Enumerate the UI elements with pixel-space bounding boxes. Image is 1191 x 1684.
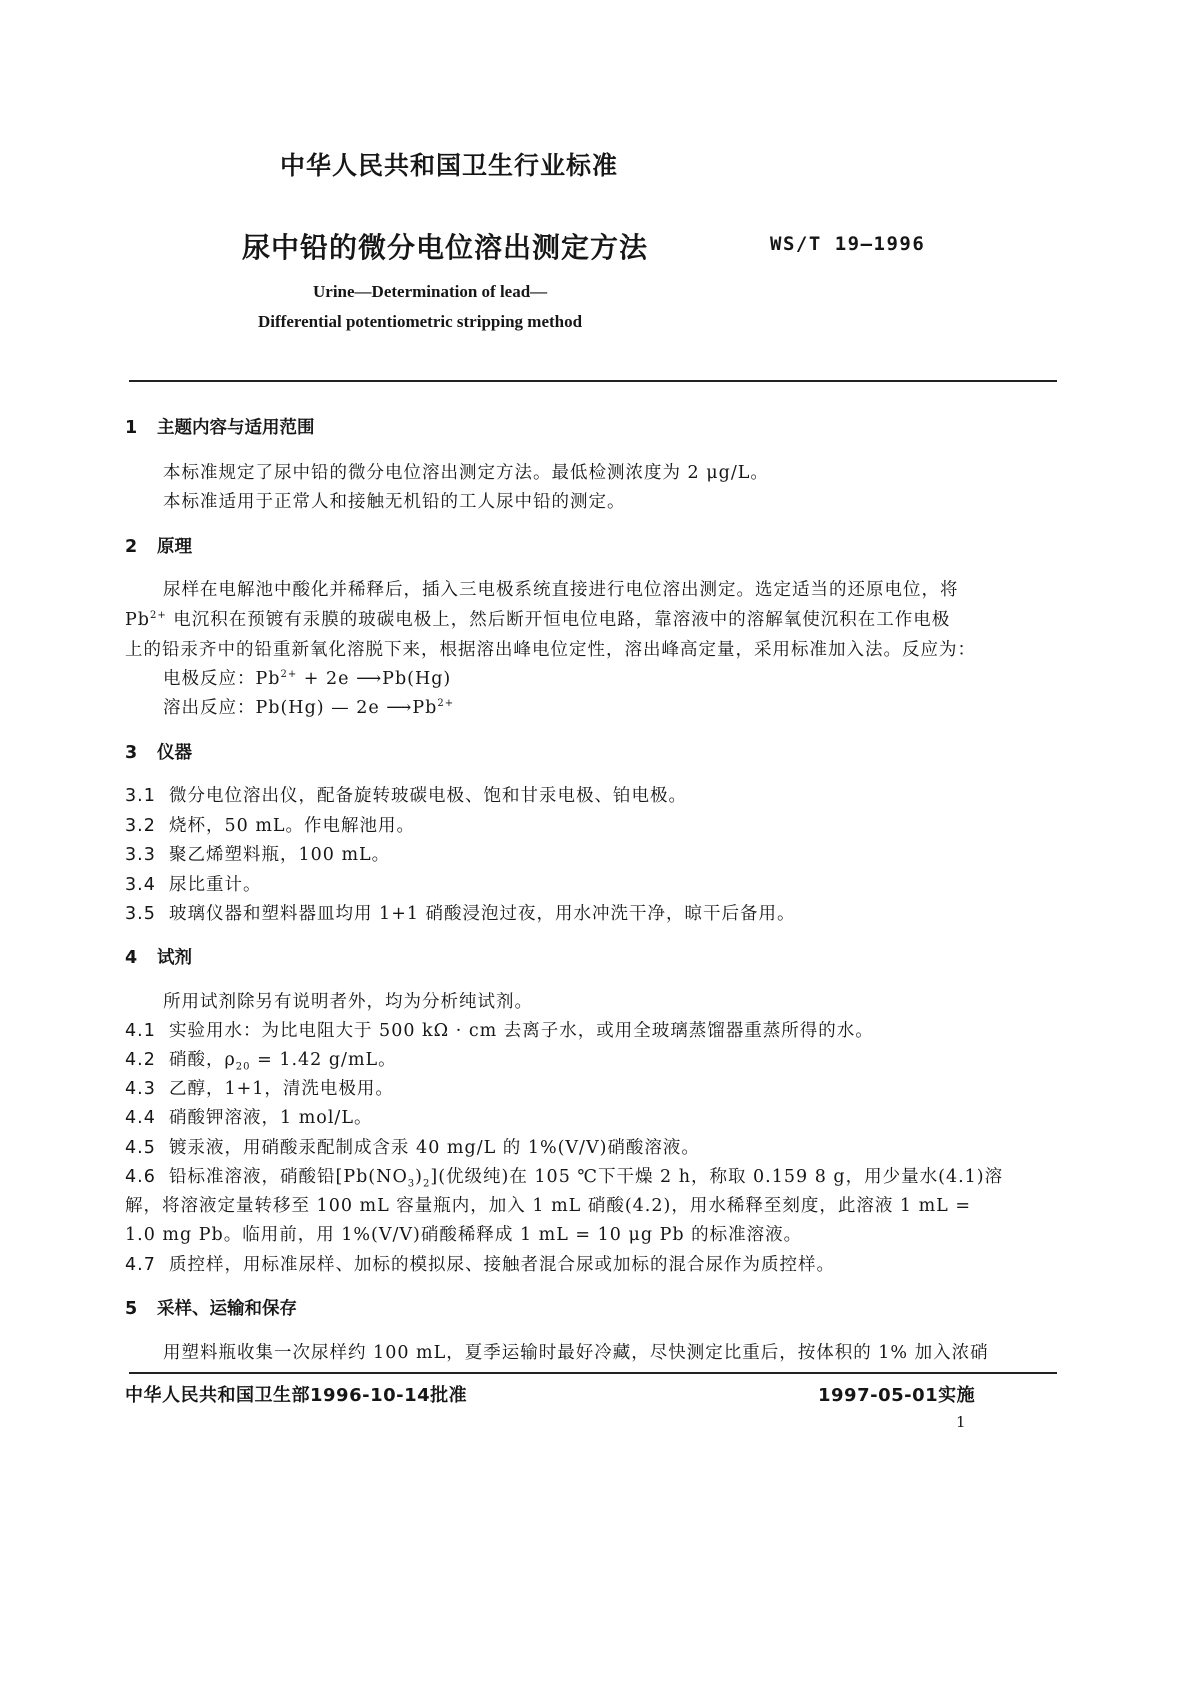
item-3-1: 3.1 微分电位溶出仪，配备旋转玻碳电极、饱和甘汞电极、铂电极。 (125, 786, 687, 806)
section-5-heading: 5 采样、运输和保存 (125, 1299, 297, 1319)
footer-rule (129, 1372, 1057, 1374)
item-4-6: 4.6 铅标准溶液，硝酸铅$[Pb(NO_3)_2]$(优级纯)在 105 ℃下干燥 2 h，称取 0.159 8 g，用少量水(4.1)溶 (125, 1167, 1004, 1190)
electrode-reaction: 电极反应：$Pb^{2+} + 2e$ ⟶Pb(Hg) (163, 669, 452, 689)
english-title-line-1: Urine—Determination of lead— (313, 282, 548, 301)
item-3-2: 3.2 烧杯，50 mL。作电解池用。 (125, 816, 416, 836)
section-1-paragraph-1: 本标准规定了尿中铅的微分电位溶出测定方法。最低检测浓度为 2 μg/L。 (163, 463, 769, 483)
header-rule (129, 380, 1057, 382)
item-4-3: 4.3 乙醇，1+1，清洗电极用。 (125, 1079, 394, 1099)
item-4-5: 4.5 镀汞液，用硝酸汞配制成含汞 40 mg/L 的 1%(V/V)硝酸溶液。 (125, 1138, 700, 1158)
item-4-4: 4.4 硝酸钾溶液，1 mol/L。 (125, 1108, 373, 1128)
section-4-heading: 4 试剂 (125, 948, 192, 968)
item-4-6-line-3: 1.0 mg Pb。临用前，用 1%(V/V)硝酸稀释成 1 mL = 10 μg Pb 的标准溶液。 (125, 1225, 803, 1245)
approval-line: 中华人民共和国卫生部1996-10-14批准 (125, 1385, 468, 1406)
section-1-heading: 1 主题内容与适用范围 (125, 418, 315, 438)
section-2-line-3: 上的铅汞齐中的铅重新氧化溶脱下来，根据溶出峰电位定性，溶出峰高定量，采用标准加入法。反应为： (125, 640, 976, 660)
item-3-3: 3.3 聚乙烯塑料瓶，100 mL。 (125, 845, 391, 865)
section-4-intro: 所用试剂除另有说明者外，均为分析纯试剂。 (163, 992, 533, 1012)
section-2-heading: 2 原理 (125, 537, 192, 557)
item-4-1: 4.1 实验用水：为比电阻大于 500 kΩ · cm 去离子水，或用全玻璃蒸馏器重蒸所得的水。 (125, 1021, 874, 1041)
item-3-4: 3.4 尿比重计。 (125, 875, 262, 895)
item-4-7: 4.7 质控样，用标准尿样、加标的模拟尿、接触者混合尿或加标的混合尿作为质控样。 (125, 1255, 835, 1275)
item-4-6-line-2: 解，将溶液定量转移至 100 mL 容量瓶内，加入 1 mL 硝酸(4.2)，用水稀释至刻度，此溶液 1 mL = (125, 1196, 972, 1216)
section-2-line-2: $Pb^{2+}$ 电沉积在预镀有汞膜的玻碳电极上，然后断开恒电位电路，靠溶液中的溶解氧使沉积在工作电极 (125, 610, 951, 630)
doc-title: 尿中铅的微分电位溶出测定方法 (242, 231, 649, 264)
item-4-2: 4.2 硝酸，$\rho_{20} = 1.42$ g/mL。 (125, 1050, 397, 1073)
stripping-reaction: 溶出反应：Pb(Hg) — 2e $⟶Pb^{2+}$ (163, 698, 455, 718)
english-title-line-2: Differential potentiometric stripping method (258, 312, 583, 331)
section-3-heading: 3 仪器 (125, 743, 192, 763)
org-title: 中华人民共和国卫生行业标准 (280, 151, 619, 180)
effective-date: 1997-05-01实施 (818, 1385, 976, 1406)
section-2-line-1: 尿样在电解池中酸化并稀释后，插入三电极系统直接进行电位溶出测定。选定适当的还原电位，将 (163, 580, 959, 600)
item-3-5: 3.5 玻璃仪器和塑料器皿均用 1+1 硝酸浸泡过夜，用水冲洗干净，晾干后备用。 (125, 904, 796, 924)
section-5-paragraph-1: 用塑料瓶收集一次尿样约 100 mL，夏季运输时最好冷藏，尽快测定比重后，按体积的 1% 加入浓硝 (163, 1343, 989, 1363)
doc-code: WS/T 19—1996 (770, 233, 926, 255)
section-1-paragraph-2: 本标准适用于正常人和接触无机铅的工人尿中铅的测定。 (163, 492, 626, 512)
page-number: 1 (956, 1413, 966, 1431)
